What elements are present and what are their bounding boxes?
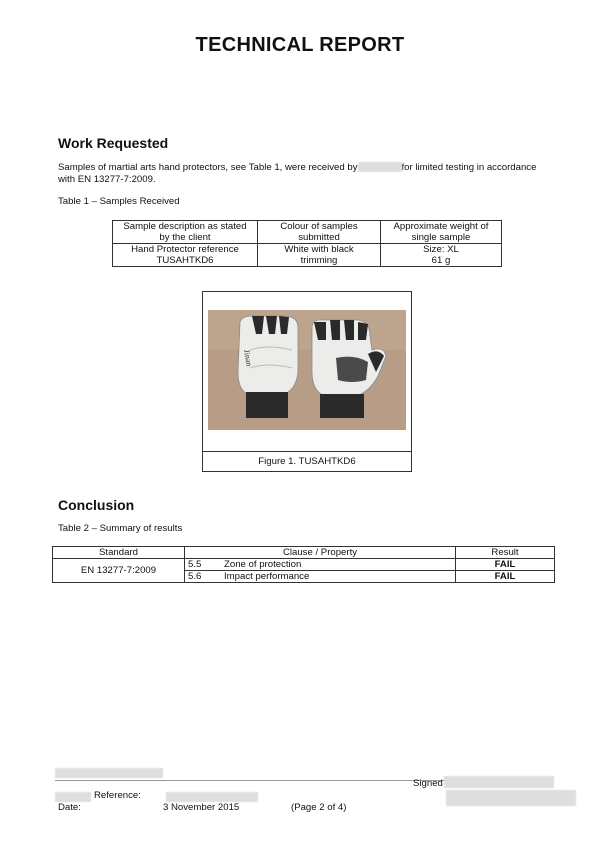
date-label: Date: xyxy=(58,802,81,813)
work-requested-heading: Work Requested xyxy=(58,135,169,151)
table1-caption: Table 1 – Samples Received xyxy=(58,196,180,207)
samples-table xyxy=(112,220,502,267)
work-requested-text-start: Samples of martial arts hand protectors, see Table 1, were received by xyxy=(58,162,358,173)
table-header-cell: Approximate weight of single sample xyxy=(381,221,502,244)
work-requested-text xyxy=(58,162,558,186)
redacted-signature xyxy=(444,776,554,788)
table-header-cell: Sample description as stated by the client xyxy=(113,221,258,244)
table-header-row xyxy=(113,221,502,244)
results-table xyxy=(52,546,555,583)
figure-divider xyxy=(202,451,412,452)
table-header-cell: Result xyxy=(456,547,555,559)
redacted-reference-prefix xyxy=(55,792,91,802)
property-cell: Impact performance xyxy=(221,571,456,583)
table2-caption: Table 2 – Summary of results xyxy=(58,523,183,534)
table-header-cell: Standard xyxy=(53,547,185,559)
clause-cell: 5.6 xyxy=(185,571,222,583)
result-cell: FAIL xyxy=(456,571,555,583)
figure-caption: Figure 1. TUSAHTKD6 xyxy=(258,456,356,467)
redacted-reference xyxy=(166,792,258,802)
property-cell: Zone of protection xyxy=(221,559,456,571)
table-cell: Hand Protector reference TUSAHTKD6 xyxy=(113,244,258,267)
page-number: (Page 2 of 4) xyxy=(291,802,347,813)
reference-label: Reference: xyxy=(94,790,141,801)
table-row xyxy=(53,559,555,571)
glove-logo-text: Jinan xyxy=(242,348,254,367)
glove-photo xyxy=(208,310,406,430)
work-requested-text-end: for limited testing in accordance xyxy=(401,162,537,173)
table-header-cell: Clause / Property xyxy=(185,547,456,559)
table-cell: Size: XL 61 g xyxy=(381,244,502,267)
clause-cell: 5.5 xyxy=(185,559,222,571)
conclusion-heading: Conclusion xyxy=(58,497,135,513)
redacted-company xyxy=(55,768,163,778)
table-header-cell: Colour of samples submitted xyxy=(258,221,381,244)
signed-label: Signed xyxy=(413,778,443,789)
standard-cell: EN 13277-7:2009 xyxy=(53,559,185,583)
table-row xyxy=(113,244,502,267)
report-title: TECHNICAL REPORT xyxy=(195,34,405,56)
result-cell: FAIL xyxy=(456,559,555,571)
table-cell: White with black trimming xyxy=(258,244,381,267)
table-header-row xyxy=(53,547,555,559)
work-requested-text-line2: with EN 13277-7:2009. xyxy=(58,174,156,185)
redacted-signature-name xyxy=(446,790,576,806)
redacted-name xyxy=(358,162,402,172)
date-value: 3 November 2015 xyxy=(163,802,240,813)
